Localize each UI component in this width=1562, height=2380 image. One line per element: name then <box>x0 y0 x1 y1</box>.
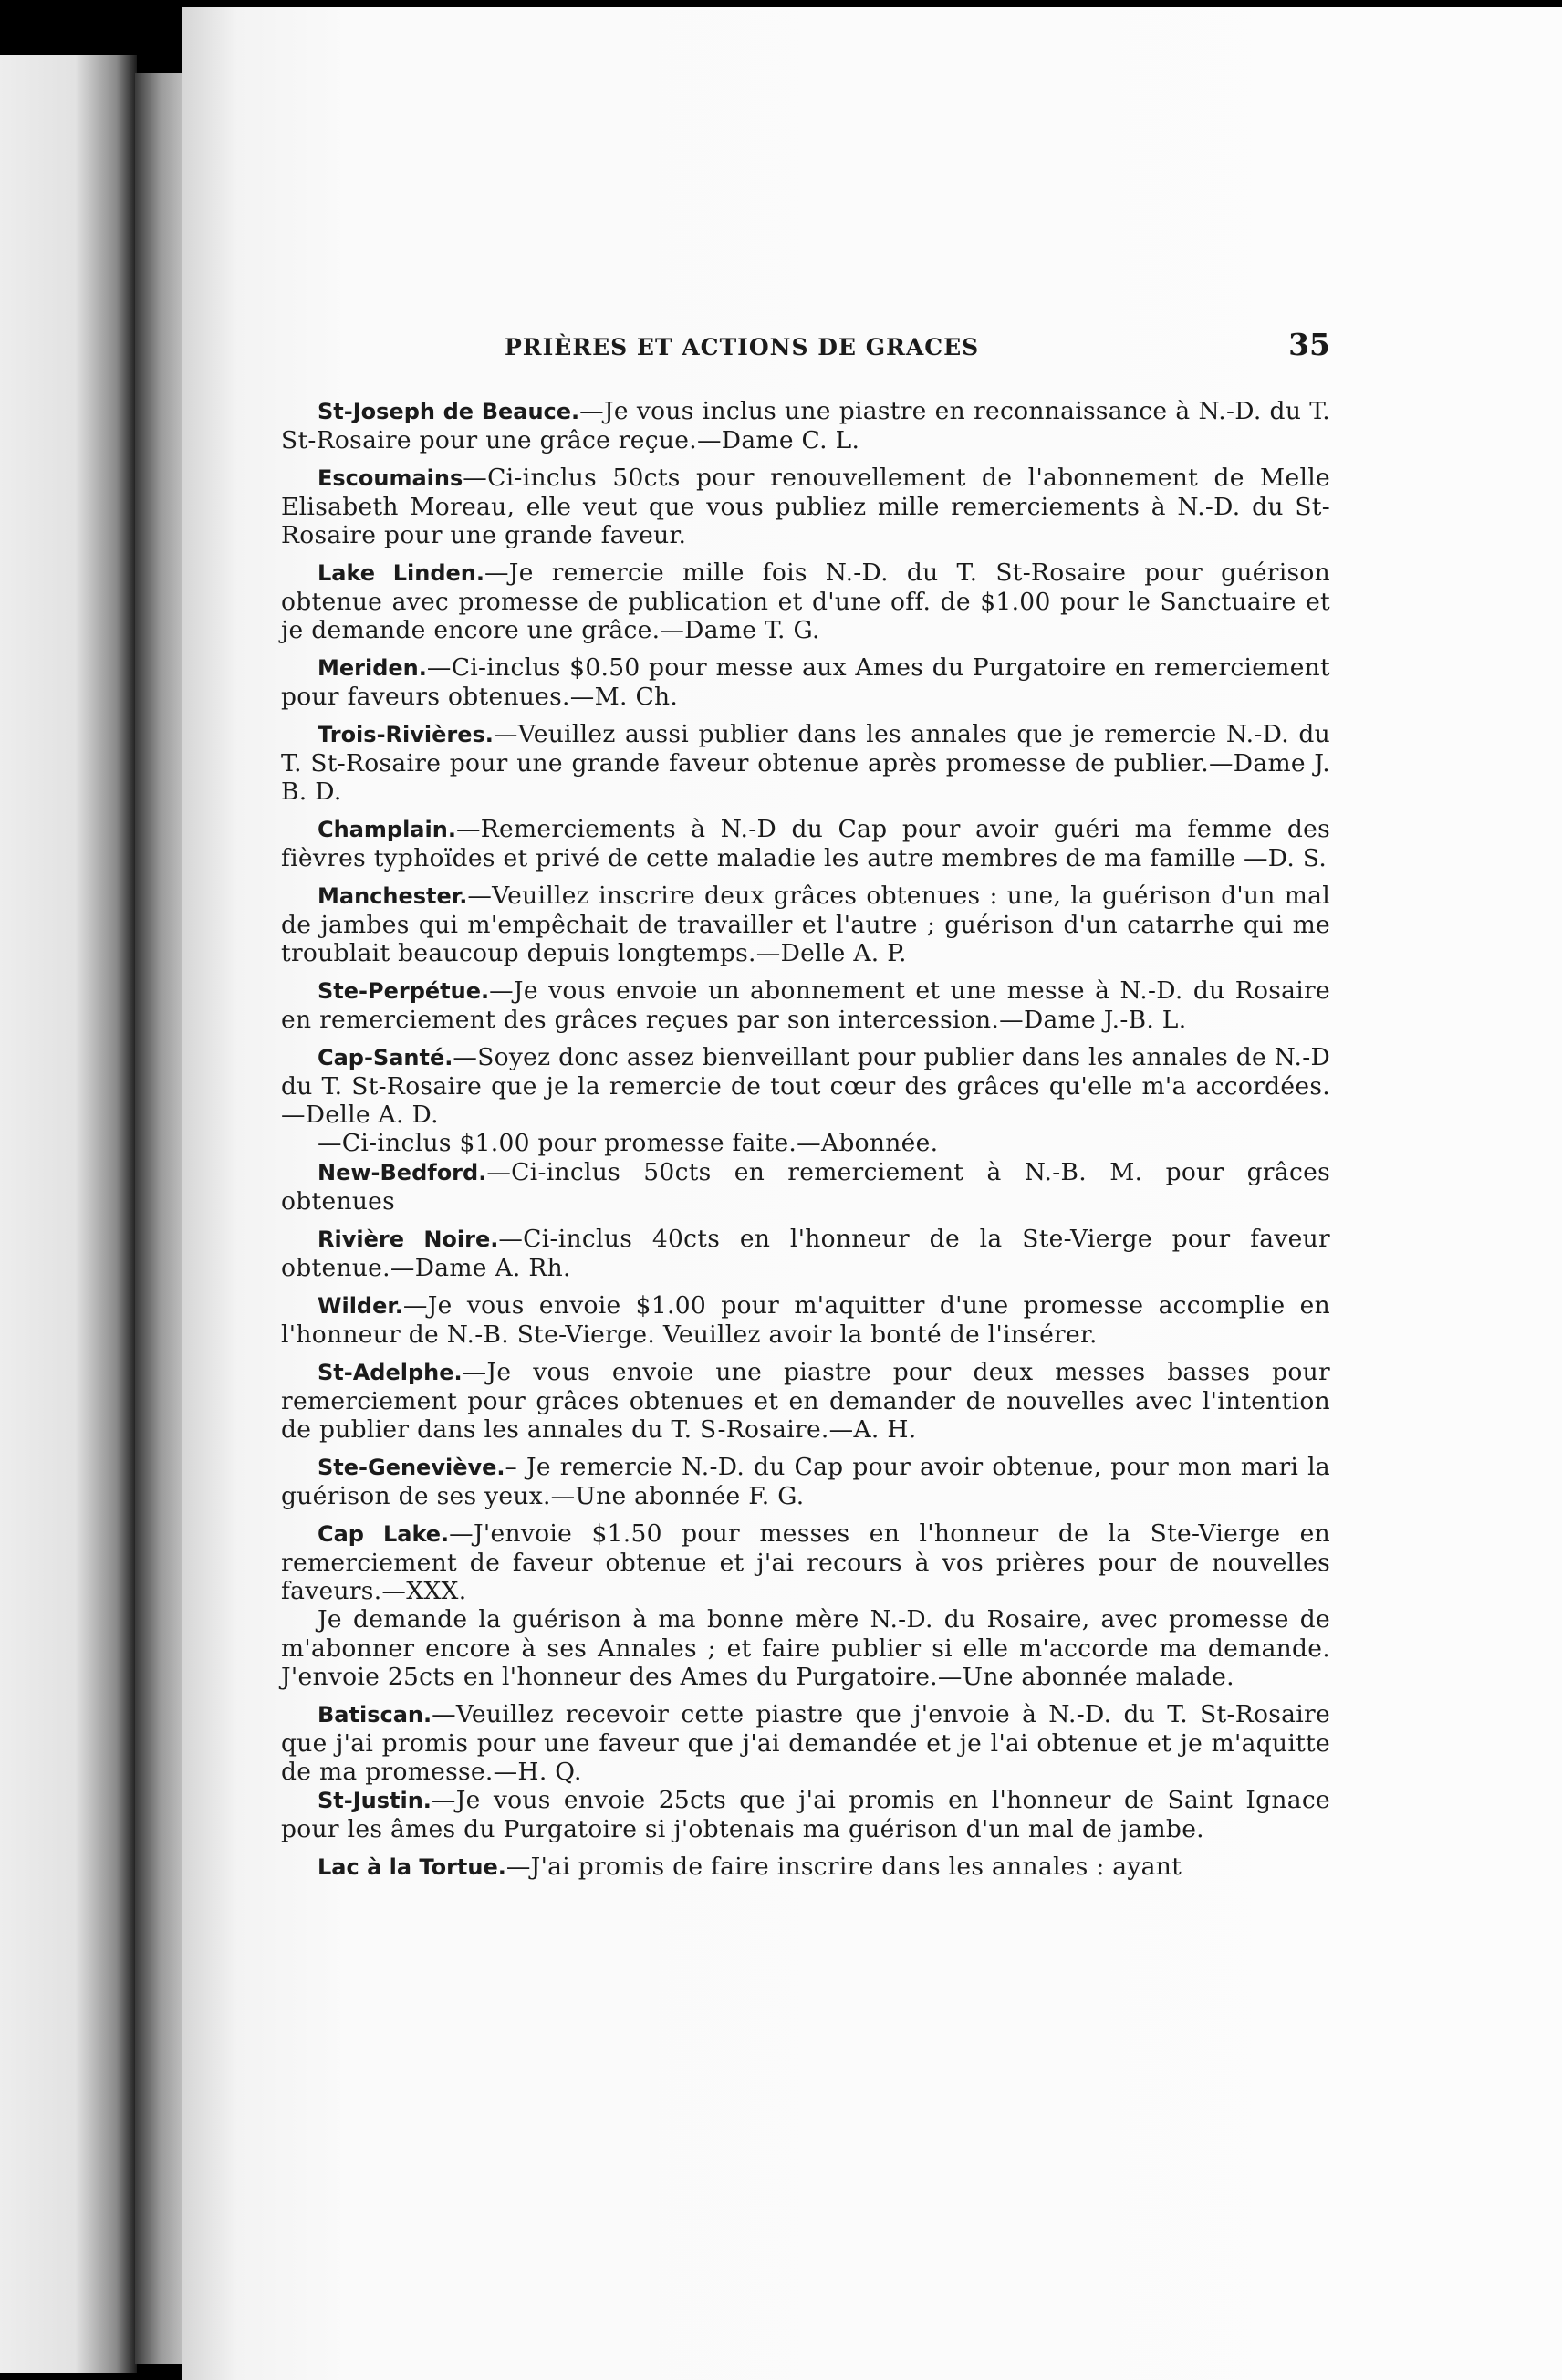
entry-body: —Ci-inclus 50cts pour renouvellement de l'abonnement de Melle Elisabeth Moreau, elle veut que vous publiez mille remerciements à N.-D. du St-Rosaire pour une grande faveur. <box>281 464 1330 549</box>
entry-place-name: St-Joseph de Beauce. <box>318 399 580 424</box>
entry-paragraph <box>281 1700 1330 1786</box>
entry-body: —Je vous inclus une piastre en reconnaissance à N.-D. du T. St-Rosaire pour une grâce reçue.—Dame C. L. <box>281 397 1330 454</box>
entry-body: —Je vous envoie $1.00 pour m'aquitter d'une promesse accomplie en l'honneur de N.-B. Ste-Vierge. Veuillez avoir la bonté de l'insérer. <box>281 1291 1330 1349</box>
entry-body: – Je remercie N.-D. du Cap pour avoir obtenue, pour mon mari la guérison de ses yeux.—Une abonnée F. G. <box>281 1453 1330 1510</box>
entry-place-name: Cap Lake. <box>318 1521 450 1547</box>
entry-body: —J'ai promis de faire inscrire dans les annales : ayant <box>505 1853 1182 1881</box>
entries-list <box>281 397 1330 1882</box>
entry-body: —Je vous envoie 25cts que j'ai promis en l'honneur de Saint Ignace pour les âmes du Purgatoire si j'obtenais ma guérison d'un mal de jambe. <box>281 1786 1330 1843</box>
entry-paragraph <box>281 720 1330 806</box>
entry-paragraph <box>281 558 1330 644</box>
entry-place-name: Trois-Rivières. <box>318 722 494 747</box>
entry-paragraph <box>281 1605 1330 1691</box>
entry-body: —Ci-inclus 50cts en remerciement à N.-B. M. pour grâces obtenues <box>281 1158 1330 1216</box>
entry-paragraph <box>281 1225 1330 1282</box>
entry-paragraph <box>281 1129 1330 1158</box>
entry-paragraph <box>281 1158 1330 1216</box>
entry-place-name: Wilder. <box>318 1293 403 1319</box>
entry-paragraph <box>281 1519 1330 1605</box>
book-page <box>182 7 1562 2380</box>
entry-place-name: St-Justin. <box>318 1788 432 1813</box>
entry-place-name: Ste-Perpétue. <box>318 978 490 1004</box>
entry-body: —Veuillez inscrire deux grâces obtenues : une, la guérison d'un mal de jambes qui m'empêchait de travailler et l'autre ; guérison d'un catarrhe qui me troublait beaucoup depuis longtemps.—Delle A. P. <box>281 882 1330 967</box>
entry-place-name: Rivière Noire. <box>318 1227 499 1252</box>
entry-body: Je demande la guérison à ma bonne mère N.-D. du Rosaire, avec promesse de m'abonner encore à ses Annales ; et faire publier si elle m'accorde ma demande. J'envoie 25cts en l'honneur des Ames du Purgatoire.—Une abonnée malade. <box>281 1605 1330 1691</box>
entry-paragraph <box>281 1291 1330 1349</box>
entry-place-name: Escoumains <box>318 465 463 491</box>
entry-body: —Veuillez aussi publier dans les annales que je remercie N.-D. du T. St-Rosaire pour une grande faveur obtenue après promesse de publier.—Dame J. B. D. <box>281 720 1330 806</box>
entry-place-name: Champlain. <box>318 817 456 842</box>
entry-body: —Soyez donc assez bienveillant pour publier dans les annales de N.-D du T. St-Rosaire que je la remercie de tout cœur des grâces qu'elle m'a accordées.—Delle A. D. <box>281 1043 1330 1129</box>
running-head <box>281 327 1330 362</box>
entry-paragraph <box>281 653 1330 711</box>
running-title: PRIÈRES ET ACTIONS DE GRACES <box>505 334 980 360</box>
entry-paragraph <box>281 397 1330 454</box>
entry-place-name: Batiscan. <box>318 1702 432 1728</box>
entry-body: —J'envoie $1.50 pour messes en l'honneur de la Ste-Vierge en remerciement de faveur obtenue et j'ai recours à vos prières pour de nouvelles faveurs.—XXX. <box>281 1519 1330 1605</box>
entry-body: —Je remercie mille fois N.-D. du T. St-Rosaire pour guérison obtenue avec promesse de publication et d'une off. de $1.00 pour le Sanctuaire et je demande encore une grâce.—Dame T. G. <box>281 558 1330 644</box>
entry-place-name: Ste-Geneviève. <box>318 1455 505 1480</box>
entry-body: —Je vous envoie un abonnement et une messe à N.-D. du Rosaire en remerciement des grâces reçues par son intercession.—Dame J.-B. L. <box>281 976 1330 1034</box>
entry-body: —Remerciements à N.-D du Cap pour avoir guéri ma femme des fièvres typhoïdes et privé de cette maladie les autre membres de ma famille —D. S. <box>281 815 1330 872</box>
page-text-block <box>281 327 1330 1891</box>
entry-place-name: Lac à la Tortue. <box>318 1854 506 1880</box>
entry-place-name: Manchester. <box>318 883 468 909</box>
entry-paragraph <box>281 815 1330 872</box>
entry-body: —Je vous envoie une piastre pour deux messes basses pour remerciement pour grâces obtenues et en demander de nouvelles avec l'intention de publier dans les annales du T. S-Rosaire.—A. H. <box>281 1358 1330 1444</box>
entry-paragraph <box>281 976 1330 1034</box>
page-number: 35 <box>1288 327 1330 362</box>
entry-place-name: Meriden. <box>318 655 427 681</box>
entry-paragraph <box>281 1453 1330 1510</box>
entry-body: —Ci-inclus $0.50 pour messe aux Ames du Purgatoire en remerciement pour faveurs obtenues.—M. Ch. <box>281 653 1330 711</box>
entry-paragraph <box>281 1043 1330 1129</box>
entry-place-name: Cap-Santé. <box>318 1045 453 1070</box>
entry-place-name: St-Adelphe. <box>318 1360 463 1385</box>
entry-paragraph <box>281 1786 1330 1843</box>
entry-body: —Veuillez recevoir cette piastre que j'envoie à N.-D. du T. St-Rosaire que j'ai promis pour une faveur que j'ai demandée et je l'ai obtenue et je m'aquitte de ma promesse.—H. Q. <box>281 1700 1330 1786</box>
entry-place-name: Lake Linden. <box>318 560 484 586</box>
entry-paragraph <box>281 882 1330 967</box>
entry-paragraph <box>281 464 1330 549</box>
entry-body: —Ci-inclus $1.00 pour promesse faite.—Abonnée. <box>318 1129 939 1157</box>
entry-paragraph <box>281 1358 1330 1444</box>
facing-page-edge <box>0 55 137 2373</box>
entry-paragraph <box>281 1853 1330 1882</box>
entry-body: —Ci-inclus 40cts en l'honneur de la Ste-Vierge pour faveur obtenue.—Dame A. Rh. <box>281 1225 1330 1282</box>
entry-place-name: New-Bedford. <box>318 1160 487 1185</box>
